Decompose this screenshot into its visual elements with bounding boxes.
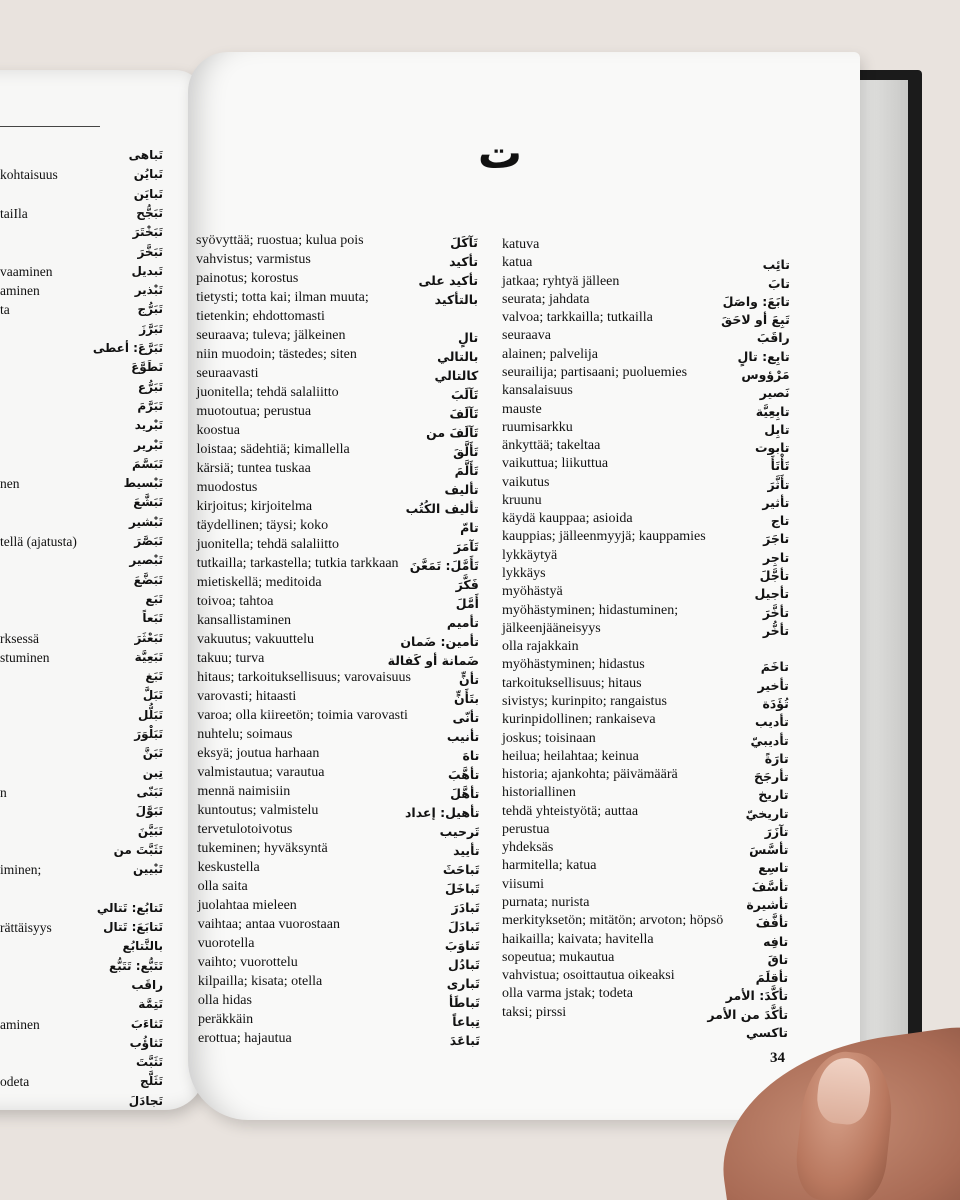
arabic-text: تَبَلُّل xyxy=(137,707,163,722)
arabic-headword: تأديب xyxy=(755,714,789,730)
finnish-text: n xyxy=(0,784,7,800)
arabic-headword: تأهَّلَ xyxy=(450,786,480,801)
arabic-headword: تافِه xyxy=(763,933,789,949)
finnish-translation: katua xyxy=(502,255,533,271)
finnish-translation: kuntoutus; valmistelu xyxy=(197,803,319,818)
finnish-translation: vahvistua; osoittautua oikeaksi xyxy=(502,968,675,984)
arabic-headword: تِباعاً xyxy=(452,1014,480,1029)
finnish-translation: kilpailla; kisata; otella xyxy=(197,974,323,989)
arabic-headword: بالتالي xyxy=(437,349,479,364)
arabic-text: تَثَبَّتَ xyxy=(135,1055,163,1070)
finnish-translation: koostua xyxy=(196,423,241,438)
arabic-headword: فَكَّرَ xyxy=(455,577,479,592)
finnish-text: rksessä xyxy=(0,630,39,646)
finnish-translation: niin muodoin; tästedes; siten xyxy=(196,347,357,362)
arabic-text: تَبَعْثَرَ xyxy=(134,630,163,645)
arabic-headword: تاخَمَ xyxy=(760,659,789,675)
finnish-translation: kansalaisuus xyxy=(502,383,573,399)
finnish-translation: muodostus xyxy=(196,480,258,495)
finnish-translation: kurinpidollinen; rankaiseva xyxy=(502,712,656,728)
finnish-translation: tietysti; totta kai; ilman muuta; xyxy=(196,290,369,305)
finnish-translation: jatkaa; ryhtyä jälleen xyxy=(502,273,620,289)
finnish-text: kohtaisuus xyxy=(0,167,58,183)
arabic-headword: تاهَ xyxy=(462,748,480,763)
arabic-headword: تأرجَحَ xyxy=(754,769,789,785)
finnish-translation: vaikutus xyxy=(502,474,550,490)
arabic-headword: تَباخَلَ xyxy=(444,881,480,896)
finnish-translation: seuraavasti xyxy=(196,366,259,381)
arabic-headword: تَناوَبَ xyxy=(444,938,480,953)
arabic-text: تَبْشير xyxy=(129,514,163,529)
arabic-text: تَثَبَّتَ من xyxy=(113,842,163,857)
finnish-translation: vaihtaa; antaa vuorostaan xyxy=(197,917,340,932)
arabic-text: تَبَضَّعَ xyxy=(133,572,163,587)
arabic-headword: تامّ xyxy=(460,520,479,535)
arabic-text: تَطَوَّعَ xyxy=(131,360,163,375)
arabic-text: تَبَشَّعَ xyxy=(133,495,163,510)
finnish-translation: syövyttää; ruostua; kulua pois xyxy=(196,233,364,248)
arabic-headword: تابِل xyxy=(764,421,790,437)
arabic-headword: راقَبَ xyxy=(756,330,790,346)
finnish-translation: seurailija; partisaani; puoluemies xyxy=(502,364,688,380)
finnish-translation: keskustella xyxy=(197,860,260,875)
arabic-headword: تأهَّبَ xyxy=(448,767,480,782)
finnish-translation: täydellinen; täysi; koko xyxy=(196,518,329,533)
arabic-headword: تأَثَّرَ xyxy=(767,476,790,492)
header-letter: ت xyxy=(477,128,523,179)
finnish-text: nen xyxy=(0,476,20,492)
finnish-translation: mauste xyxy=(502,401,542,417)
arabic-headword: تاجِر xyxy=(763,549,790,565)
finnish-translation: juolahtaa mieleen xyxy=(197,898,297,913)
finnish-translation: heilua; heilahtaa; keinua xyxy=(502,748,639,764)
finnish-translation: perustua xyxy=(502,821,550,837)
arabic-headword: تاكسي xyxy=(745,1025,788,1040)
finnish-text: stuminen xyxy=(0,649,50,665)
arabic-headword: تالٍ xyxy=(458,330,479,345)
finnish-translation: lykkäys xyxy=(502,566,546,582)
arabic-headword: تأمين: ضَمان xyxy=(400,634,479,649)
finnish-translation: lykkäytyä xyxy=(502,547,558,563)
finnish-translation: sopeutua; mukautua xyxy=(502,949,615,965)
arabic-headword: تَبادُل xyxy=(448,957,480,972)
arabic-headword: تَبادَرَ xyxy=(451,900,480,915)
arabic-headword: تأليف xyxy=(444,482,479,497)
arabic-headword: تأديبيّ xyxy=(750,732,789,748)
finnish-translation: änkyttää; takeltaa xyxy=(502,438,601,454)
finnish-text: tellä (ajatusta) xyxy=(0,534,77,549)
arabic-headword: تَرحيب xyxy=(439,824,480,839)
finnish-translation: vahvistus; varmistus xyxy=(196,252,311,267)
arabic-headword: أَمَّلَ xyxy=(455,596,479,611)
finnish-translation: sivistys; kurinpito; rangaistus xyxy=(502,693,667,709)
arabic-text: تَبَرُّع xyxy=(137,379,163,394)
arabic-text: تَثَلَّج xyxy=(140,1074,163,1089)
arabic-text: تَبْذير xyxy=(134,283,163,298)
finnish-translation: nuhtelu; soimaus xyxy=(197,727,293,742)
arabic-text: تَباهى xyxy=(128,148,163,162)
arabic-headword: بتَأَنٍّ xyxy=(453,691,480,706)
finnish-translation: myöhästyä xyxy=(502,584,563,600)
finnish-translation: muotoutua; perustua xyxy=(196,404,312,419)
finnish-translation: olla hidas xyxy=(197,993,252,1008)
finnish-translation: olla varma jstak; todeta xyxy=(502,986,634,1002)
arabic-headword: تابَعَ: واصَلَ xyxy=(722,293,790,309)
arabic-headword: تابَ xyxy=(767,275,790,291)
arabic-headword: تُؤَدَة xyxy=(762,695,789,711)
arabic-headword: تاريخيّ xyxy=(745,805,789,821)
finnish-translation: mennä naimisiin xyxy=(197,784,291,799)
finnish-text: aminen xyxy=(0,1016,40,1032)
arabic-headword: تَباعَدَ xyxy=(449,1033,480,1048)
finnish-translation: seuraava; tuleva; jälkeinen xyxy=(196,328,346,343)
finnish-translation: harmitella; katua xyxy=(502,858,597,874)
arabic-headword: تَبادَلَ xyxy=(447,919,480,934)
arabic-headword xyxy=(600,238,790,256)
arabic-text: تَبَجُّح xyxy=(136,205,163,220)
arabic-text: تَبْسيط xyxy=(123,476,163,491)
finnish-translation: haikailla; kaivata; havitella xyxy=(502,931,654,947)
finnish-translation: tarkoituksellisuus; hitaus xyxy=(502,675,642,691)
arabic-headword: تَآلَبَ xyxy=(451,387,479,402)
arabic-headword: تأشيرة xyxy=(746,897,789,913)
arabic-headword: تأسَّسَ xyxy=(749,842,789,858)
arabic-headword: تأييد xyxy=(453,843,480,858)
arabic-headword: تأكَّدَ من الأمر xyxy=(707,1006,789,1022)
finnish-text: aminen xyxy=(0,283,40,299)
arabic-headword: تاريخ xyxy=(758,787,789,803)
arabic-headword: تأنّى xyxy=(452,710,480,725)
arabic-headword: تأخُّر xyxy=(762,622,790,638)
arabic-text: تَثاءَبَ xyxy=(130,1016,163,1031)
finnish-translation: taksi; pirssi xyxy=(502,1004,567,1020)
finnish-translation: ruumisarkku xyxy=(502,419,573,435)
arabic-text: تَبايَن xyxy=(133,186,163,201)
arabic-text: تَبَلْوَرَ xyxy=(134,727,163,741)
finnish-translation: juonitella; tehdä salaliitto xyxy=(196,537,340,552)
arabic-headword: تأميم xyxy=(446,615,479,630)
arabic-headword: تأفَّفَ xyxy=(755,915,789,931)
arabic-headword: مَرْؤوس xyxy=(741,366,790,382)
finnish-translation: yhdeksäs xyxy=(502,840,554,856)
arabic-text: تَجادَلَ xyxy=(128,1093,163,1108)
arabic-headword: تارَةً xyxy=(764,750,789,766)
arabic-text: تَتابُع: تَتالي xyxy=(96,900,163,915)
arabic-headword: تَبارى xyxy=(446,976,480,991)
finnish-text: odeta xyxy=(0,1074,30,1090)
finnish-translation: alainen; palvelija xyxy=(502,346,599,362)
arabic-headword: تَآلَفَ من xyxy=(426,425,479,440)
arabic-text: تَبَنّى xyxy=(136,784,163,799)
finnish-translation: seurata; jahdata xyxy=(502,291,590,307)
finnish-text: iminen; xyxy=(0,862,42,878)
arabic-headword: تَأَلَّمَ xyxy=(454,463,479,478)
finnish-translation: kärsiä; tuntea tuskaa xyxy=(196,461,311,476)
finnish-translation: vuorotella xyxy=(197,936,255,951)
finnish-text: taiIla xyxy=(0,205,28,221)
finnish-translation: mietiskellä; meditoida xyxy=(196,575,322,590)
arabic-text: تَبَخَّرَ xyxy=(137,244,163,259)
arabic-headword: نَصير xyxy=(759,385,790,401)
finnish-translation: historiallinen xyxy=(502,785,576,801)
finnish-translation: joskus; toisinaan xyxy=(502,730,596,746)
arabic-text: تَبَيَّنَ xyxy=(137,823,163,838)
arabic-headword: بالتأكيد xyxy=(434,292,479,307)
arabic-text: تَبَرُّج xyxy=(137,302,163,317)
arabic-text: تَبْصير xyxy=(129,553,163,568)
finnish-translation: viisumi xyxy=(502,876,545,892)
arabic-headword: تأكيد على xyxy=(418,273,479,288)
arabic-headword: تاسِع xyxy=(758,860,789,876)
arabic-headword: تأليف الكُتُب xyxy=(405,501,479,516)
arabic-text: تَبْيين xyxy=(133,862,163,877)
finnish-translation: kansallistaminen xyxy=(196,613,292,628)
finnish-translation: loistaa; sädehtiä; kimallella xyxy=(196,442,350,457)
finnish-text: ta xyxy=(0,302,10,318)
finnish-translation: varovasti; hitaasti xyxy=(197,689,297,704)
finnish-translation: käydä kauppaa; asioida xyxy=(502,511,633,527)
finnish-translation: erottua; hajautua xyxy=(198,1031,292,1046)
arabic-headword: تَآمَرَ xyxy=(453,539,479,554)
finnish-translation: jälkeenjääneisyys xyxy=(502,620,601,636)
finnish-translation: peräkkäin xyxy=(197,1012,254,1027)
arabic-headword: تَأَمَّلَ: تَمَعَّنَ xyxy=(409,558,479,573)
arabic-headword: كالتالي xyxy=(434,368,479,383)
arabic-headword: تَأْتَأَ xyxy=(770,458,790,474)
arabic-headword: تأنٍّ xyxy=(459,672,480,687)
finnish-translation: varoa; olla kiireetön; toimia varovasti xyxy=(197,708,408,723)
finnish-translation: tehdä yhteistyötä; auttaa xyxy=(502,803,639,819)
finnish-translation: tervetulotoivotus xyxy=(197,822,293,837)
arabic-headword: تأهيل: إعداد xyxy=(405,805,480,820)
finnish-translation: tukeminen; hyväksyntä xyxy=(197,841,328,856)
arabic-text: تَتَبُّع: تَتَبُّع xyxy=(109,958,163,973)
arabic-text: تَبْرير xyxy=(134,437,163,452)
arabic-text: تَبايُن xyxy=(133,167,163,182)
arabic-headword: تأكَّدَ: الأمر xyxy=(725,988,789,1004)
finnish-translation: myöhästyminen; hidastuminen; xyxy=(502,602,679,618)
arabic-headword: تأجَّلَ xyxy=(759,568,790,584)
finnish-text: rättäisyys xyxy=(0,920,52,935)
arabic-headword: تأخير xyxy=(757,677,789,693)
arabic-text: تَبَرَّعَ: أعطى xyxy=(92,341,163,355)
arabic-text: تَبَصَّرَ xyxy=(134,534,163,548)
arabic-headword: تأثير xyxy=(762,494,790,510)
arabic-text: تَبديل xyxy=(131,263,163,278)
arabic-text: تَبَخْتَرَ xyxy=(132,225,163,240)
arabic-headword: تأنيب xyxy=(446,729,480,744)
finnish-translation: kauppias; jälleenmyyjä; kauppamies xyxy=(502,529,706,545)
arabic-text: تَبَغ xyxy=(145,669,163,684)
arabic-headword: تابوت xyxy=(755,440,790,456)
arabic-text: تَبَسَّمَ xyxy=(131,456,163,471)
finnish-translation: olla saita xyxy=(197,879,248,894)
finnish-translation: kirjoitus; kirjoitelma xyxy=(196,499,313,514)
arabic-headword: تأسَّفَ xyxy=(751,878,789,894)
finnish-translation: valvoa; tarkkailla; tutkailla xyxy=(502,310,653,326)
arabic-headword: تآزَرَ xyxy=(764,823,789,839)
finnish-translation: toivoa; tahtoa xyxy=(196,594,274,609)
arabic-text: تَبَع xyxy=(145,591,163,606)
arabic-headword: تَباحَثَ xyxy=(442,862,480,877)
finnish-translation: hitaus; tarkoituksellisuus; varovaisuus xyxy=(197,670,411,685)
arabic-text: تَبَرَّمَ xyxy=(137,398,163,413)
arabic-headword: تَآلَفَ xyxy=(449,406,479,421)
finnish-translation: takuu; turva xyxy=(197,651,265,666)
arabic-text: تَبَعاً xyxy=(142,611,163,626)
finnish-translation: historia; ajankohta; päivämäärä xyxy=(502,767,678,783)
finnish-translation: juonitella; tehdä salaliitto xyxy=(196,385,339,400)
arabic-text: تَبَوَّلَ xyxy=(135,804,163,819)
arabic-headword: تَبِعَ أو لاحَقَ xyxy=(721,312,790,328)
arabic-headword: ضَمانة أو كَفالة xyxy=(387,653,480,668)
finnish-translation: olla rajakkain xyxy=(502,639,579,655)
finnish-translation: tietenkin; ehdottomasti xyxy=(196,309,325,324)
arabic-text: تَبَنَّ xyxy=(142,746,163,761)
arabic-headword: تأقلَمَ xyxy=(755,970,789,986)
arabic-text: تَبَعِيَّة xyxy=(134,649,163,664)
arabic-text: تَتِمَّة xyxy=(138,997,163,1012)
finnish-translation: merkityksetön; mitätön; arvoton; höpsö xyxy=(502,913,724,929)
finnish-translation: vaikuttua; liikuttua xyxy=(502,456,609,472)
finnish-translation: vakuutus; vakuuttelu xyxy=(197,632,315,647)
finnish-translation: myöhästyminen; hidastus xyxy=(502,657,645,673)
arabic-headword: تَباطَأ xyxy=(448,995,480,1010)
finnish-translation: tutkailla; tarkastella; tutkia tarkkaan xyxy=(196,556,399,571)
arabic-text: تَبْريد xyxy=(134,418,163,433)
arabic-headword: تابِع: تالٍ xyxy=(737,348,790,364)
arabic-text: تَبَلَّ xyxy=(142,688,163,703)
arabic-text: تِبن xyxy=(142,765,163,780)
arabic-text: تَتابَعَ: تَتال xyxy=(103,920,163,934)
arabic-text: تَثاؤُب xyxy=(129,1035,163,1050)
arabic-headword: تاج xyxy=(770,513,790,529)
arabic-headword: تائِب xyxy=(762,257,790,273)
finnish-translation: purnata; nurista xyxy=(502,895,590,911)
finnish-translation: vaihto; vuorottelu xyxy=(197,955,298,970)
arabic-headword: تاجَرَ xyxy=(763,531,790,547)
finnish-translation: kruunu xyxy=(502,492,542,508)
finnish-text: vaaminen xyxy=(0,263,53,279)
arabic-headword: تَآكَلَ xyxy=(450,235,478,250)
arabic-headword: تأكيد xyxy=(449,254,479,269)
arabic-headword: تاقَ xyxy=(767,951,789,967)
page-number: 34 xyxy=(770,1050,785,1066)
finnish-translation: painotus; korostus xyxy=(196,271,299,286)
finnish-translation: eksyä; joutua harhaan xyxy=(197,746,320,761)
finnish-translation: katuva xyxy=(502,237,540,252)
arabic-headword: تابِعِيَّة xyxy=(755,403,790,419)
arabic-text: تَبَرَّزَ xyxy=(139,321,163,336)
arabic-headword: تَأَلَّقَ xyxy=(453,444,479,459)
finnish-translation: seuraava xyxy=(502,328,551,344)
arabic-headword: تأجيل xyxy=(754,586,790,602)
finnish-translation: valmistautua; varautua xyxy=(197,765,325,780)
arabic-text: راقَب xyxy=(131,977,163,992)
arabic-text: بالتَّتابُع xyxy=(122,939,163,954)
arabic-headword: تأخَّرَ xyxy=(762,604,790,620)
